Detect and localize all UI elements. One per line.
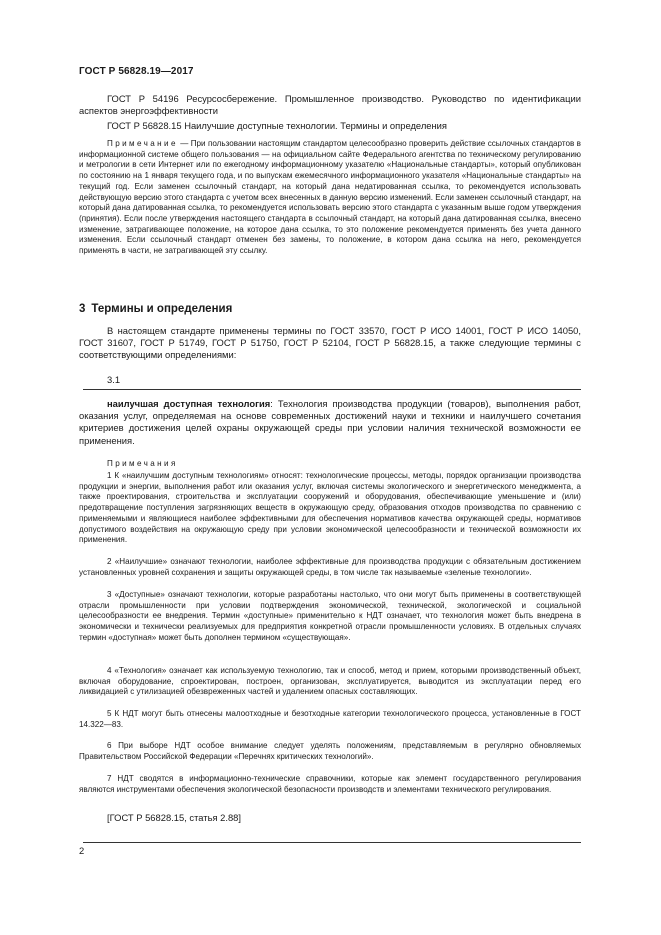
reference-note-text: — При пользовании настоящим стандартом целесообразно проверить действие ссылочных стандартов в информационной системе общего пользования — на официальном сайте Федерального агентства по техническому регулированию и метрологии в сети Интернет или по ежегодному информационному указателю «Национальные стандарты», который опубликован по состоянию на 1 января текущего года, и по выпускам ежемесячного информационного указателя «Национальные стандарты» на текущий год. Если заменен ссылочный стандарт, на который дана недатированная ссылка, то рекомендуется использовать действующую версию этого стандарта с учетом всех внесенных в данную версию изменений. Если заменен ссылочный стандарт, на который дана датированная ссылка, то рекомендуется использовать версию этого стандарта с указанным выше годом утверждения (принятия). Если после утверждения настоящего стандарта в ссылочный стандарт, на который дана датированная ссылка, внесено изменение, затрагивающее положение, на которое дана ссылка, то это положение рекомендуется применять без учета данного изменения. Если ссылочный стандарт отменен без замены, то положение, в котором дана ссылка на него, рекомендуется применять в части, не затрагивающей эту ссылку. bbox=[79, 139, 581, 256]
normative-reference-item: ГОСТ Р 56828.15 Наилучшие доступные технологии. Термины и определения bbox=[107, 120, 447, 131]
reference-note-label: Примечание bbox=[107, 139, 178, 148]
source-reference: [ГОСТ Р 56828.15, статья 2.88] bbox=[107, 812, 241, 823]
note-item: 6 При выборе НДТ особое внимание следует уделять положениям, представляемым в регулярно обновляемых Правительством Российской Федерации «Перечнях критических технологий». bbox=[79, 741, 581, 761]
note-item: 7 НДТ сводятся в информационно-технические справочники, которые как элемент государственного регулирования являются инструментами обеспечения экологической безопасности производств и элементами технического регулирования. bbox=[79, 774, 581, 794]
term-name: наилучшая доступная технология bbox=[107, 398, 271, 409]
clause-number: 3.1 bbox=[107, 374, 121, 385]
section-heading bbox=[79, 303, 232, 315]
term-definition bbox=[79, 398, 581, 447]
reference-note bbox=[79, 139, 581, 257]
normative-reference-item: ГОСТ Р 54196 Ресурсосбережение. Промышленное производство. Руководство по идентификации аспектов энергоэффективности bbox=[79, 93, 581, 117]
note-item: 5 К НДТ могут быть отнесены малоотходные и безотходные категории технологического процесса, установленные в ГОСТ 14.322—83. bbox=[79, 709, 581, 729]
note-item: 1 К «наилучшим доступным технологиям» относят: технологические процессы, методы, порядок организации производства продукции и энергии, выполнения работ или оказания услуг, включая системы экологического и энергетического менеджмента, а также проектирования, строительства и эксплуатации сооружений и оборудования, обеспечивающие уменьшение и (или) предотвращение поступления загрязняющих веществ в окружающую среду, образования отходов производства по сравнению с применяемыми и являющиеся наиболее эффективными для обеспечения нормативов качества окружающей среды, нормативов допустимого воздействия на окружающую среду при условии экономической целесообразности и технической возможности их применения. bbox=[79, 471, 581, 545]
document-code-header: ГОСТ Р 56828.19—2017 bbox=[79, 66, 194, 77]
term-definition-text: : Технология производства продукции (товаров), выполнения работ, оказания услуг, определяемая на основе современных достижений науки и техники и наилучшего сочетания критериев достижения целей охраны окружающей среды при условии наличия технической возможности ее применения. bbox=[79, 398, 581, 446]
section-title: Термины и определения bbox=[91, 303, 233, 315]
note-item: 2 «Наилучшие» означают технологии, наиболее эффективные для производства продукции с обязательным достижением установленных уровней сохранения и защиты окружающей среды, в том числе так называемые «зеленые технологии». bbox=[79, 557, 581, 577]
note-item: 3 «Доступные» означают технологии, которые разработаны настолько, что они могут быть применены в соответствующей отрасли промышленности при условии подтверждения экономической, технической, экологической и социальной целесообразности ее внедрения. Термин «доступные» применительно к НДТ означает, что технология может быть внедрена в экономически и технически реализуемых для предприятия конкретной отрасли промышленности условиях. В отдельных случаях термин «доступная» может быть дополнен термином «существующая». bbox=[79, 590, 581, 642]
section-intro: В настоящем стандарте применены термины по ГОСТ 33570, ГОСТ Р ИСО 14001, ГОСТ Р ИСО 14050, ГОСТ 31607, ГОСТ Р 51749, ГОСТ Р 51750, ГОСТ Р 52104, ГОСТ Р 56828.15, а также следующие термины с соответствующими определениями: bbox=[79, 325, 581, 361]
note-item: 4 «Технология» означает как используемую технологию, так и способ, метод и прием, которыми производственный объект, включая оборудование, спроектирован, построен, организован, эксплуатируется, выводится из эксплуатации перед его ликвидацией с утилизацией обезвреженных частей и удалением опасных составляющих. bbox=[79, 666, 581, 697]
section-number: 3 bbox=[79, 303, 86, 315]
page-number: 2 bbox=[79, 845, 85, 856]
notes-label: Примечания bbox=[107, 459, 178, 468]
